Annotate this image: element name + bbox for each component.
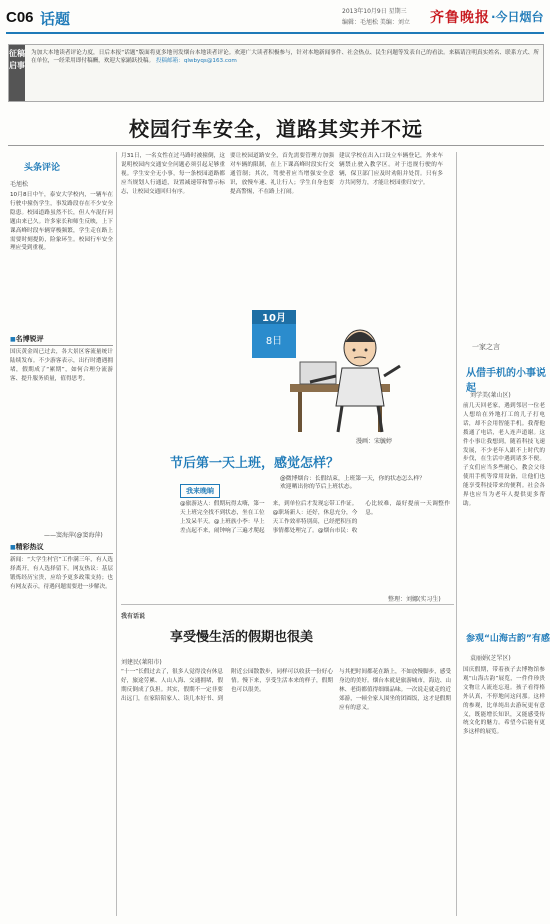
headline-rule: [8, 145, 544, 146]
right-article2-title: 参观“山海古韵”有感: [466, 634, 550, 644]
right-column-divider: [456, 152, 457, 916]
notice-label: 征稿启事: [9, 45, 25, 101]
column4-body: 建议学校在出入口设立车辆登记，外来车辆禁止驶入教学区。对于违规行驶的车辆，保卫部门应及时劝阻并处罚。只有多方共同努力，才能让校园重归安宁。: [339, 153, 443, 186]
column1-body: 10月8日中午，泰安大学校内，一辆车在行驶中撞伤学生，事发路段存在不少安全隐患。校园道路虽然不长，但人车混行问题由来已久。许多家长和师生反映，上下课高峰时段车辆穿梭频繁，学生走在路上需要时刻提防，险象环生。校园行车安全理应受到重视。: [10, 192, 113, 252]
box1-author: ——窦海萍(@窦海萍): [44, 532, 103, 539]
cartoon-credit: 漫画：宋毓婷: [356, 438, 393, 445]
essay-title: 享受慢生活的假期也很美: [170, 630, 314, 645]
notice-text: 为加大本地读者评论力度，日后本报“话题”版面将更多地刊发烟台本地读者评论。欢迎广大读者积极参与，针对本地新闻事件、社会热点、民生问题等发表自己的看法。来稿请注明真实姓名、联系方式、所在单位，一经采用即付稿酬，欢迎大家踊跃投稿。: [31, 50, 539, 65]
feature-body: @旅游达人：假期玩得太嗨，第一天上班完全找不到状态，坐在工位上发呆半天。@上班族小李：早上差点起不来，闹钟响了三遍才爬起来，到单位后才发现忘带工作证。@职场新人：还好，休息充分，今天工作效率特别高，已经把积压的事情都处理完了。@烟台市民：收心比较难，最好提前一天调整作息。: [180, 501, 450, 534]
header-rule: [6, 32, 544, 34]
feature-title: 节后第一天上班，感觉怎样？: [170, 456, 340, 471]
right-article-title: 从借手机的小事说起: [466, 368, 546, 394]
page-number: C06: [6, 9, 34, 26]
feature-meta: [280, 475, 425, 491]
cartoon-illustration: [250, 306, 425, 434]
paper-edition: ·今日烟台: [491, 10, 544, 24]
feature-label: 我来晚晌: [180, 484, 220, 498]
column-divider: [116, 152, 117, 916]
headline: 校园行车安全，道路其实并不远: [129, 117, 423, 141]
section-name: 话题: [40, 10, 71, 28]
right-column-tag: 一家之言: [472, 343, 500, 351]
column-kicker: 头条评论: [24, 163, 61, 173]
issue-date: 2013年10月9日 星期三: [342, 8, 407, 15]
column-byline: 毛旭松: [10, 181, 29, 188]
calendar-day: 8日: [265, 336, 283, 347]
feature-editor: 整理：刘娜(实习生): [388, 596, 441, 603]
editor-credit: 编辑：毛旭松 美编：刘立: [342, 19, 410, 26]
essay-byline: 刘建民(莱阳市): [121, 659, 162, 666]
box2-body: 新闻：“大学生村官”工作满三年，有人选择离开，有人选择留下。网友热议：基层锻炼经历宝贵，应给予更多政策支持；也有网友表示，待遇问题需要进一步解决。: [10, 557, 113, 590]
column3-body: 要让校园道路安全，首先需要管理方加强对车辆的限制，在上下课高峰时段实行交通管制；其次，驾驶者应当增强安全意识，放慢车速、礼让行人；学生自身也要提高警惕，不在路上打闹。: [230, 153, 334, 195]
calendar-month: 10月: [262, 313, 286, 324]
right-article2-body: 国庆假期，带着孩子去博物馆参观“山海古韵”展览，一件件珍贵文物让人流连忘返。孩子看得格外认真，不停地问这问那。这样的参观，比单纯出去游玩更有意义，既能增长知识，又能感受传统文化的魅力。希望今后能有更多这样的展览。: [463, 667, 545, 736]
essay-body: “十一”长假过去了，很多人觉得没有休息好，旅途劳累、人山人海、交通拥堵，假期反倒成了负担。其实，假期不一定非要出远门，在家陪陪家人、读几本好书、到附近公园散散步，同样可以收获一份好心情。慢下来，享受生活本来的样子，假期也可以很美。: [121, 669, 333, 702]
right-article2-byline: 袁丽娟(芝罘区): [470, 655, 511, 662]
notice-contact-email[interactable]: 投稿邮箱：qlwbyqs@163.com: [155, 58, 237, 65]
notice-body: [31, 49, 539, 66]
essay-body-continued: 与其把时间都花在路上，不如放慢脚步，感受身边的美好。烟台本就是旅游城市，海边、山林、老街都值得细细品味。一次说走就走的近郊游，一顿全家人围坐的团圆饭，这才是假期应有的意义。: [339, 669, 451, 711]
box1-body: 国庆黄金周已过去，各大景区客流量统计陆续发布。不少游客表示，出行时遭遇拥堵，假期成了“累期”，如何合理分流游客、提升服务质量，值得思考。: [10, 349, 113, 382]
feature-meta-line: 欢迎晒出你的节后上班状态。: [280, 484, 356, 490]
box-head-hot-discussion: ■ 精彩热议: [10, 542, 113, 554]
section-divider: [121, 604, 454, 605]
right-article-body: 前几天回老家，遇到邻居一位老人想给在外地打工的儿子打电话，却不会用智能手机。我帮他拨通了电话，老人连声道谢。这件小事让我想到，随着科技飞速发展，不少老年人跟不上时代的步伐，在生活中遇到诸多不便。子女们应当多些耐心，教会父母使用手机等常用设备，让他们也能享受科技带来的便利。社会各界也应当为老年人提供更多帮助。: [463, 403, 545, 507]
feature-meta-line: @微博烟台：长假结束，上班第一天，你的状态怎么样？: [280, 476, 425, 482]
right-article-byline: 刘学美(莱山区): [470, 392, 511, 399]
column2-body: 月31日，一名女性在过马路时被撞倒，这说明校园内交通安全问题必须引起足够重视。学生安全无小事，每一条校园道路都应当规划人行通道，设置减速带和警示标志，让校园交通回归有序。: [121, 153, 225, 195]
paper-masthead: 齐鲁晚报: [430, 10, 490, 26]
call-for-papers-box: [8, 44, 544, 102]
essay-tag: 我有话说: [121, 613, 146, 620]
page-header: [0, 0, 550, 36]
box-head-famous-blog: ■ 名博锐评: [10, 334, 113, 346]
